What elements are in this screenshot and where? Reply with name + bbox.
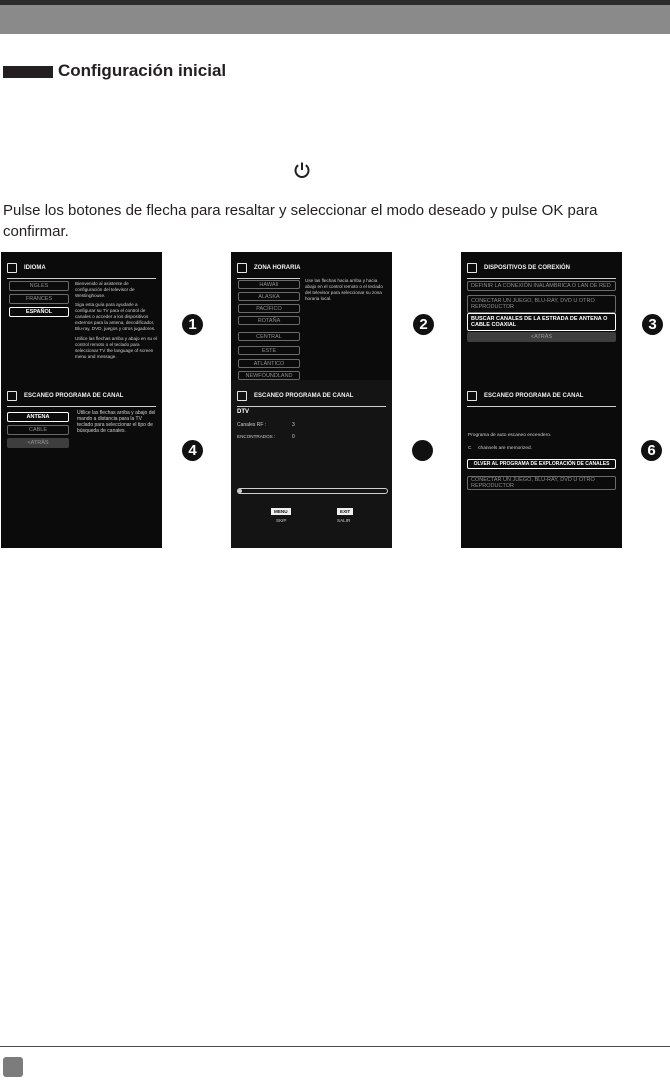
screen-header [7, 260, 156, 276]
back-button[interactable] [467, 332, 616, 342]
option-espanol[interactable]: ESPAÑOL [9, 307, 69, 317]
screen-zona-horaria [231, 252, 392, 394]
option-frances[interactable]: FRANCES [9, 294, 69, 304]
chevron-left-icon: < [27, 440, 31, 446]
guide-text: Siga esta guía para ayudarle a configurar su TV para el control de canales o acceder a los dispositivos externos para la antena, decodificador, Blu-ray, DVD, juegos y otros jugadores. [75, 302, 156, 331]
divider [7, 278, 156, 279]
rf-value: 3 [292, 422, 295, 428]
screen-title: ESCANEO PROGRAMA DE CANAL [24, 393, 124, 399]
option-pacifico[interactable]: PACÍFICO [238, 304, 300, 313]
screen-header [7, 388, 156, 404]
scan-status-text: Programa de auto escaneo encendero. [468, 433, 552, 438]
screen-title: IDIOMA [24, 265, 46, 271]
section-marker [3, 66, 53, 78]
screen-escaneo-progreso [231, 380, 392, 548]
page-badge [3, 1057, 23, 1077]
return-scan-button[interactable]: OLVER AL PROGRAMA DE EXPLORACIÓN DE CANALES [467, 459, 616, 469]
channels-memorized-text: C channels are memorized. [468, 446, 532, 451]
divider [237, 406, 386, 407]
divider [467, 406, 616, 407]
footer-rule [0, 1046, 670, 1047]
option-scan-channels[interactable]: BUSCAR CANALES DE LA ESTRADA DE ANTENA O CABLE COAXIAL [467, 313, 616, 331]
divider [467, 278, 616, 279]
screen-title: DISPOSITIVOS DE COREXIÓN [484, 265, 571, 271]
header-bar [0, 0, 670, 34]
screen-idioma [1, 252, 162, 394]
option-alaska[interactable]: ALASKA [238, 292, 300, 301]
menu-key[interactable]: MENU [271, 508, 291, 515]
option-ingles[interactable]: NGLES [9, 281, 69, 291]
step-number-1: 1 [182, 314, 203, 335]
screen-escaneo-tipo [1, 380, 162, 548]
option-connect-player[interactable]: CONECTAR UN JUEGO, BLU-RAY, DVD U OTRO REPRODUCTOR [467, 295, 616, 313]
instruction-text: Utilice las flechas arriba y abajo del mando a distancia para la TV teclado para seleccionar el tipo de búsqueda de canales. [77, 410, 156, 434]
welcome-text: Bienvenido al asistente de configuración del televisor de Westinghouse. [75, 281, 135, 298]
rf-label: Canales RF : [237, 422, 267, 428]
intro-paragraph: Pulse los botones de flecha para resaltar y seleccionar el modo deseado y pulse OK para confirmar. [3, 202, 598, 240]
section-title: Configuración inicial [58, 61, 227, 80]
exit-key[interactable]: EXIT [337, 508, 353, 515]
screen-header [467, 388, 616, 404]
screen-header [467, 260, 616, 276]
option-hawaii[interactable]: HAWAII [238, 280, 300, 289]
arrows-text: Utilice las flechas arriba y abajo en su el control remoto o el teclado para seleccionar TV the language of screen menu and message. [75, 336, 157, 359]
option-este[interactable]: ESTE [238, 346, 300, 355]
menu-key-label: SKIP [276, 518, 287, 523]
step-number-4: 4 [182, 440, 203, 461]
checkbox-icon [7, 391, 17, 401]
screen-header [237, 388, 386, 404]
found-value: 0 [292, 434, 295, 440]
progress-bar [237, 488, 388, 494]
progress-fill [238, 489, 242, 493]
connect-player-button[interactable]: CONECTAR UN JUEGO, BLU-RAY, DVD U OTRO REPRODUCTOR [467, 476, 616, 490]
option-antena[interactable]: ANTENA [7, 412, 69, 422]
checkbox-icon [467, 391, 477, 401]
checkbox-icon [237, 391, 247, 401]
instruction-text: Use las flechas hacia arriba y hacia abajo en el control remoto o el teclado del televisor para seleccionar su zona horaria local. [305, 278, 383, 301]
screen-title: ZONA HORARIA [254, 265, 301, 271]
option-central[interactable]: CENTRAL [238, 332, 300, 341]
exit-key-label: SALIR [337, 518, 351, 523]
screen-title: ESCANEO PROGRAMA DE CANAL [484, 393, 584, 399]
screen-header [237, 260, 386, 276]
divider [7, 406, 156, 407]
checkbox-icon [7, 263, 17, 273]
found-label: ENCONTRADOS : [237, 434, 276, 439]
power-icon [293, 161, 311, 179]
option-rotana[interactable]: ROTAÑA [238, 316, 300, 325]
screen-escaneo-resultado [461, 380, 622, 548]
step-number-6: 6 [641, 440, 662, 461]
option-cable[interactable]: CABLE [7, 425, 69, 435]
chevron-left-icon: < [530, 334, 535, 340]
back-label: ATRÁS [30, 440, 49, 446]
step-number-2: 2 [413, 314, 434, 335]
divider [237, 278, 300, 279]
back-button[interactable] [7, 438, 69, 448]
option-newfoundland[interactable]: NEWFOUNDLAND [238, 371, 300, 380]
back-label: ATRÁS [534, 334, 553, 340]
option-wireless-lan[interactable]: DEFINIR LA CONEXIÓN INALÁMBRICA O LAN DE RED [467, 281, 616, 291]
checkbox-icon [237, 263, 247, 273]
option-atlantico[interactable]: ATLÁNTICO [238, 359, 300, 368]
dtv-label: DTV [237, 409, 249, 415]
step-number-3: 3 [642, 314, 663, 335]
screen-title: ESCANEO PROGRAMA DE CANAL [254, 393, 354, 399]
checkbox-icon [467, 263, 477, 273]
step-number-5 [412, 440, 433, 461]
screen-dispositivos [461, 252, 622, 394]
